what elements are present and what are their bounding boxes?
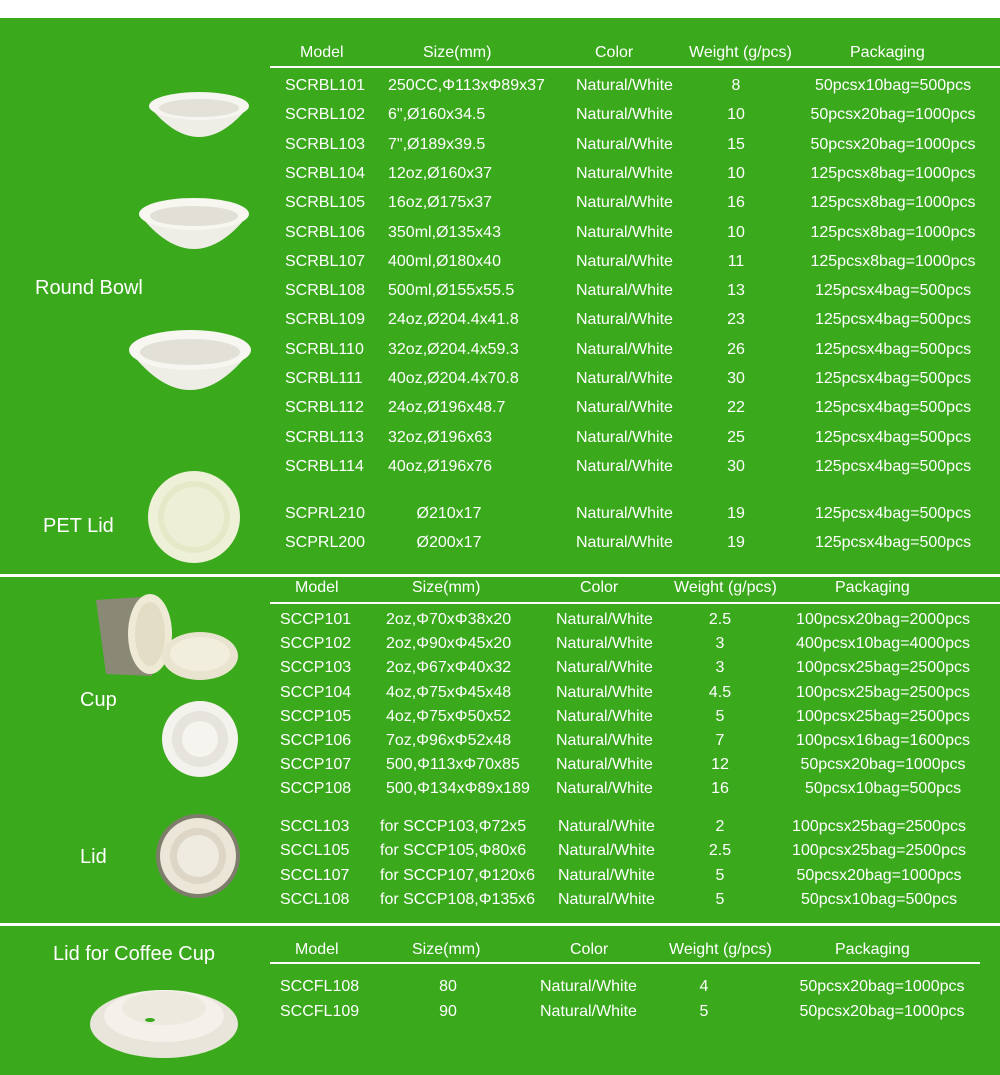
cell-weight: 10 bbox=[727, 106, 745, 123]
cell-packaging: 125pcsx4bag=500pcs bbox=[814, 505, 972, 522]
cell-weight: 13 bbox=[727, 282, 745, 299]
header-model: Model bbox=[295, 579, 339, 596]
cell-size: 400ml,Ø180x40 bbox=[388, 253, 501, 270]
cell-packaging: 125pcsx8bag=1000pcs bbox=[810, 165, 976, 182]
cell-color: Natural/White bbox=[576, 194, 673, 211]
cell-size: 250CC,Φ113xΦ89x37 bbox=[388, 77, 545, 94]
cell-color: Natural/White bbox=[556, 708, 653, 725]
cell-weight: 30 bbox=[727, 370, 745, 387]
cell-model: SCCL103 bbox=[280, 818, 350, 835]
header-weight: Weight (g/pcs) bbox=[669, 941, 772, 958]
cell-model: SCCP104 bbox=[280, 684, 352, 701]
cell-packaging: 100pcsx25bag=2500pcs bbox=[796, 684, 970, 701]
cell-model: SCPRL210 bbox=[285, 505, 366, 522]
cell-packaging: 125pcsx8bag=1000pcs bbox=[810, 253, 976, 270]
cell-color: Natural/White bbox=[576, 136, 673, 153]
cell-model: SCCL108 bbox=[280, 891, 350, 908]
cell-packaging: 50pcsx20bag=1000pcs bbox=[800, 756, 966, 773]
cell-packaging: 100pcsx25bag=2500pcs bbox=[796, 708, 970, 725]
cell-size: 40oz,Ø196x76 bbox=[388, 458, 493, 475]
cell-color: Natural/White bbox=[558, 818, 655, 835]
cell-size: 2oz,Φ67xΦ40x32 bbox=[386, 659, 512, 676]
cell-size: 2oz,Φ70xΦ38x20 bbox=[386, 611, 512, 628]
cell-color: Natural/White bbox=[576, 370, 673, 387]
cell-size: 12oz,Ø160x37 bbox=[388, 165, 493, 182]
cell-color: Natural/White bbox=[576, 505, 673, 522]
cell-weight: 10 bbox=[727, 224, 745, 241]
header-color: Color bbox=[595, 44, 634, 61]
cell-packaging: 100pcsx16bag=1600pcs bbox=[796, 732, 970, 749]
category-label-round-bowl: Round Bowl bbox=[35, 277, 143, 299]
cell-model: SCCL107 bbox=[280, 867, 350, 884]
cell-packaging: 50pcsx20bag=1000pcs bbox=[799, 1003, 965, 1020]
cell-model: SCCP102 bbox=[280, 635, 352, 652]
cell-model: SCRBL111 bbox=[285, 370, 363, 387]
cell-color: Natural/White bbox=[540, 1003, 637, 1020]
cell-color: Natural/White bbox=[576, 253, 673, 270]
cup-image bbox=[88, 590, 240, 690]
cell-model: SCRBL102 bbox=[285, 106, 366, 123]
cell-packaging: 100pcsx25bag=2500pcs bbox=[796, 659, 970, 676]
cup-top-image bbox=[160, 698, 240, 780]
header-size: Size(mm) bbox=[412, 579, 481, 596]
cell-weight: 30 bbox=[727, 458, 745, 475]
cell-packaging: 125pcsx4bag=500pcs bbox=[814, 341, 972, 358]
cell-weight: 19 bbox=[727, 534, 745, 551]
cell-weight: 10 bbox=[727, 165, 745, 182]
cell-packaging: 125pcsx4bag=500pcs bbox=[814, 458, 972, 475]
cell-color: Natural/White bbox=[558, 891, 655, 908]
cell-weight: 19 bbox=[727, 505, 745, 522]
header-weight: Weight (g/pcs) bbox=[674, 579, 777, 596]
cell-color: Natural/White bbox=[576, 77, 673, 94]
cell-color: Natural/White bbox=[576, 534, 673, 551]
cell-weight: 12 bbox=[711, 756, 729, 773]
cell-size: 16oz,Ø175x37 bbox=[388, 194, 493, 211]
category-label-cup: Cup bbox=[80, 689, 117, 711]
cell-weight: 15 bbox=[727, 136, 745, 153]
header-packaging: Packaging bbox=[835, 579, 910, 596]
cell-packaging: 125pcsx8bag=1000pcs bbox=[810, 194, 976, 211]
header-model: Model bbox=[300, 44, 344, 61]
category-label-coffee-lid: Lid for Coffee Cup bbox=[53, 943, 215, 965]
cell-size: 500ml,Ø155x55.5 bbox=[388, 282, 515, 299]
cell-packaging: 125pcsx4bag=500pcs bbox=[814, 282, 972, 299]
cell-model: SCRBL109 bbox=[285, 311, 366, 328]
cell-weight: 16 bbox=[711, 780, 729, 797]
cell-packaging: 50pcsx10bag=500pcs bbox=[800, 891, 958, 908]
cell-packaging: 100pcsx20bag=2000pcs bbox=[796, 611, 970, 628]
cell-model: SCRBL105 bbox=[285, 194, 366, 211]
cell-color: Natural/White bbox=[558, 842, 655, 859]
cell-packaging: 100pcsx25bag=2500pcs bbox=[792, 842, 966, 859]
header-color: Color bbox=[570, 941, 609, 958]
cell-weight: 5 bbox=[715, 708, 725, 725]
cell-size: 4oz,Φ75xΦ45x48 bbox=[386, 684, 512, 701]
cell-packaging: 50pcsx10bag=500pcs bbox=[814, 77, 972, 94]
header-divider-cups bbox=[270, 602, 1000, 604]
coffee-lid-image bbox=[88, 962, 240, 1062]
cell-weight: 3 bbox=[715, 635, 725, 652]
cell-model: SCCP106 bbox=[280, 732, 352, 749]
cell-packaging: 400pcsx10bag=4000pcs bbox=[796, 635, 970, 652]
cell-size: 500,Φ134xΦ89x189 bbox=[386, 780, 530, 797]
cell-weight: 23 bbox=[727, 311, 745, 328]
cell-color: Natural/White bbox=[558, 867, 655, 884]
cell-size: Ø210x17 bbox=[416, 505, 482, 522]
bowl-image-medium bbox=[135, 192, 253, 272]
cell-model: SCRBL113 bbox=[285, 429, 364, 446]
cell-weight: 2 bbox=[715, 818, 725, 835]
category-label-pet-lid: PET Lid bbox=[43, 515, 114, 537]
cell-packaging: 50pcsx20bag=1000pcs bbox=[796, 867, 962, 884]
cell-size: 4oz,Φ75xΦ50x52 bbox=[386, 708, 512, 725]
cell-size: Ø200x17 bbox=[416, 534, 482, 551]
cell-weight: 16 bbox=[727, 194, 745, 211]
cell-packaging: 125pcsx4bag=500pcs bbox=[814, 429, 972, 446]
cell-color: Natural/White bbox=[576, 282, 673, 299]
bowl-image-large bbox=[125, 322, 255, 416]
cell-size: 80 bbox=[439, 978, 457, 995]
cell-model: SCCP101 bbox=[280, 611, 352, 628]
cell-color: Natural/White bbox=[576, 399, 673, 416]
cell-model: SCRBL103 bbox=[285, 136, 366, 153]
cell-model: SCCFL108 bbox=[280, 978, 360, 995]
cell-weight: 7 bbox=[715, 732, 725, 749]
cell-color: Natural/White bbox=[576, 341, 673, 358]
cell-model: SCRBL106 bbox=[285, 224, 366, 241]
cell-color: Natural/White bbox=[576, 458, 673, 475]
cell-packaging: 50pcsx20bag=1000pcs bbox=[810, 106, 976, 123]
header-packaging: Packaging bbox=[850, 44, 925, 61]
cell-size: 32oz,Ø196x63 bbox=[388, 429, 493, 446]
bowl-image-small bbox=[145, 88, 253, 158]
cell-size: for SCCP108,Φ135x6 bbox=[380, 891, 536, 908]
cell-model: SCPRL200 bbox=[285, 534, 366, 551]
cell-color: Natural/White bbox=[556, 684, 653, 701]
cell-packaging: 125pcsx4bag=500pcs bbox=[814, 370, 972, 387]
cell-model: SCCFL109 bbox=[280, 1003, 360, 1020]
cell-packaging: 125pcsx4bag=500pcs bbox=[814, 534, 972, 551]
cell-weight: 8 bbox=[731, 77, 741, 94]
cell-color: Natural/White bbox=[540, 978, 637, 995]
cell-packaging: 100pcsx25bag=2500pcs bbox=[792, 818, 966, 835]
cell-size: for SCCP103,Φ72x5 bbox=[380, 818, 527, 835]
cell-weight: 26 bbox=[727, 341, 745, 358]
cell-weight: 2.5 bbox=[708, 611, 732, 628]
cell-packaging: 125pcsx4bag=500pcs bbox=[814, 399, 972, 416]
header-divider-coffee-lids bbox=[270, 962, 980, 964]
cell-color: Natural/White bbox=[576, 106, 673, 123]
cell-weight: 4.5 bbox=[708, 684, 732, 701]
header-size: Size(mm) bbox=[423, 44, 492, 61]
cell-weight: 2.5 bbox=[708, 842, 732, 859]
cell-weight: 3 bbox=[715, 659, 725, 676]
cell-size: 24oz,Ø196x48.7 bbox=[388, 399, 506, 416]
cell-size: for SCCP107,Φ120x6 bbox=[380, 867, 536, 884]
header-color: Color bbox=[580, 579, 619, 596]
cell-model: SCRBL114 bbox=[285, 458, 364, 475]
cell-size: 32oz,Ø204.4x59.3 bbox=[388, 341, 519, 358]
cell-model: SCRBL107 bbox=[285, 253, 366, 270]
cell-size: 7",Ø189x39.5 bbox=[388, 136, 486, 153]
cell-packaging: 125pcsx8bag=1000pcs bbox=[810, 224, 976, 241]
header-size: Size(mm) bbox=[412, 941, 481, 958]
cell-size: 2oz,Φ90xΦ45x20 bbox=[386, 635, 512, 652]
cell-packaging: 125pcsx4bag=500pcs bbox=[814, 311, 972, 328]
cell-size: 500,Φ113xΦ70x85 bbox=[386, 756, 520, 773]
cell-color: Natural/White bbox=[576, 224, 673, 241]
cell-model: SCRBL101 bbox=[285, 77, 366, 94]
cell-model: SCRBL108 bbox=[285, 282, 366, 299]
cell-model: SCCP105 bbox=[280, 708, 352, 725]
cell-color: Natural/White bbox=[556, 659, 653, 676]
cell-model: SCRBL112 bbox=[285, 399, 364, 416]
cell-weight: 5 bbox=[699, 1003, 709, 1020]
cell-size: for SCCP105,Φ80x6 bbox=[380, 842, 527, 859]
cell-model: SCCL105 bbox=[280, 842, 350, 859]
cell-color: Natural/White bbox=[576, 311, 673, 328]
pet-lid-image bbox=[145, 468, 243, 566]
cell-color: Natural/White bbox=[576, 165, 673, 182]
cell-color: Natural/White bbox=[556, 732, 653, 749]
cell-size: 24oz,Ø204.4x41.8 bbox=[388, 311, 519, 328]
cell-model: SCCP108 bbox=[280, 780, 352, 797]
cell-weight: 11 bbox=[727, 253, 745, 270]
header-weight: Weight (g/pcs) bbox=[689, 44, 792, 61]
cell-size: 90 bbox=[439, 1003, 457, 1020]
cell-packaging: 50pcsx10bag=500pcs bbox=[804, 780, 962, 797]
cell-model: SCRBL104 bbox=[285, 165, 366, 182]
cell-size: 40oz,Ø204.4x70.8 bbox=[388, 370, 519, 387]
cell-weight: 25 bbox=[727, 429, 745, 446]
cell-model: SCRBL110 bbox=[285, 341, 364, 358]
cell-weight: 4 bbox=[699, 978, 709, 995]
cell-size: 350ml,Ø135x43 bbox=[388, 224, 501, 241]
header-packaging: Packaging bbox=[835, 941, 910, 958]
cell-packaging: 50pcsx20bag=1000pcs bbox=[810, 136, 976, 153]
cell-color: Natural/White bbox=[556, 611, 653, 628]
cell-weight: 22 bbox=[727, 399, 745, 416]
cell-color: Natural/White bbox=[556, 780, 653, 797]
cell-weight: 5 bbox=[715, 891, 725, 908]
cell-color: Natural/White bbox=[576, 429, 673, 446]
cell-model: SCCP103 bbox=[280, 659, 352, 676]
cell-size: 6",Ø160x34.5 bbox=[388, 106, 486, 123]
cell-color: Natural/White bbox=[556, 635, 653, 652]
cell-weight: 5 bbox=[715, 867, 725, 884]
cell-packaging: 50pcsx20bag=1000pcs bbox=[799, 978, 965, 995]
cell-size: 7oz,Φ96xΦ52x48 bbox=[386, 732, 512, 749]
header-model: Model bbox=[295, 941, 339, 958]
cell-color: Natural/White bbox=[556, 756, 653, 773]
lid-image bbox=[155, 813, 241, 899]
cell-model: SCCP107 bbox=[280, 756, 352, 773]
header-divider-bowls bbox=[270, 66, 1000, 68]
category-label-lid: Lid bbox=[80, 846, 107, 868]
